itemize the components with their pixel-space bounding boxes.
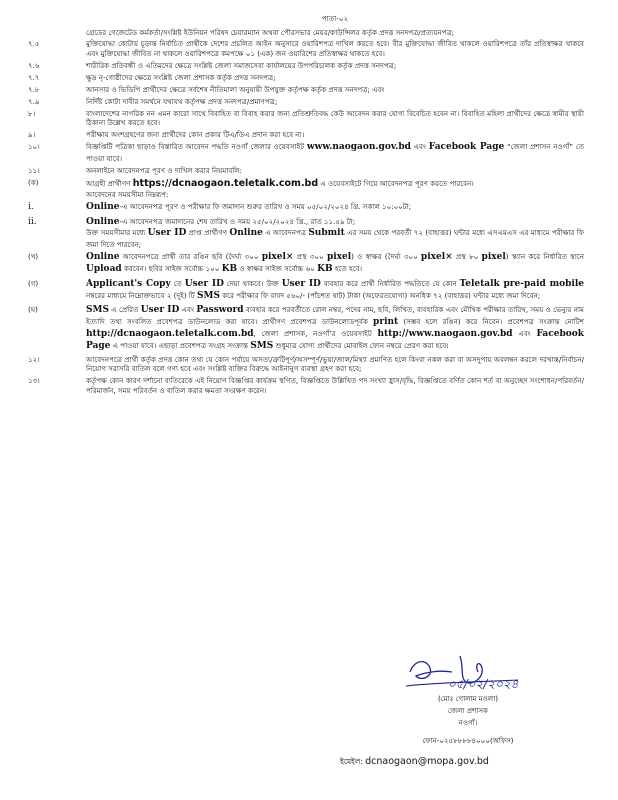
text-part: User ID (184, 278, 224, 289)
clause-13 (28, 376, 584, 395)
text-part: এ পাওয়া যাবে। এছাড়া প্রবেশপত্র সংগ্রহ সংক্রান্ত (110, 340, 251, 350)
text-part: KB (317, 264, 333, 275)
clause-number: ii. (28, 216, 37, 227)
clause-number: ১০। (28, 141, 40, 151)
clause-text: বাংলাদেশের নাগরিক নন এমন কারো সাথে বিবাহিত বা বিবাহ করার জন্য প্রতিশ্রুতিবদ্ধ কেউ আবেদন করার যোগ্য বিবেচিত হবেন না। বিবাহিত মহিলা প্রার্থীদের ক্ষেত্রে স্বামীর স্থায়ী ঠিকানা উল্লেখ করতে হবে। (86, 108, 584, 127)
text-part: pixel (481, 252, 506, 263)
text-part: SMS (250, 340, 274, 351)
text-part: ব্যবহার করে প্রার্থী নির্ধারিত পদ্ধতিতে যে কোন (320, 278, 460, 288)
text-part: SMS (86, 304, 109, 315)
clause-11-ii (28, 216, 584, 250)
clause-11 (28, 165, 584, 175)
clause-number: (ক) (28, 177, 39, 187)
text-part: উক্ত সময়সীমার মধ্যে (86, 228, 148, 238)
text-part: প্রাপ্ত প্রার্থীগণ (186, 228, 230, 238)
text-part: User ID (140, 304, 180, 315)
signer-phone: ফোন-০২৫৮৮৮৮৪০০০(অফিস) (422, 736, 514, 745)
clause-number: i. (28, 202, 34, 213)
text-part: হতে হবে। (332, 264, 363, 274)
text-part: করে পরীক্ষার ফি বাবদ ৫৬০/- (পাঁচশত ষাট) টাকা (অফেরতযোগ্য) অনধিক ৭২ (বাহাত্তর) ঘন্টার মধ্যে জমা দিবেন; (219, 290, 541, 300)
text-part: KB (221, 264, 238, 275)
online-label: Online (86, 202, 120, 213)
text-part: শুধুমাত্র যোগ্য প্রার্থীদের মোবাইল ফোন নম্বরে প্রেরণ করা হবে। (273, 340, 449, 350)
text-part: pixel (326, 252, 352, 263)
text-part: User ID (281, 278, 321, 289)
teletalk-link[interactable]: https://dcnaogaon.teletalk.com.bd (132, 177, 319, 189)
clause-number: ৮। (28, 108, 36, 118)
clause-text: আগ্রহী প্রার্থীগণ (86, 178, 133, 188)
text-part: pixel× (420, 252, 453, 263)
teletalk-link[interactable]: http://dcnaogaon.teletalk.com.bd (86, 328, 254, 339)
clause-text: আবেদনের সময়সীমা নিম্নরূপ: (86, 190, 169, 200)
facebook-page-link[interactable]: Facebook Page (86, 328, 584, 351)
text-part: নম্বরের মাধ্যমে নিম্নোক্তভাবে ২ (দুই) টি (86, 290, 197, 300)
clause-text: ক্ষুদ্র নৃ-গোষ্ঠীদের ক্ষেত্রে সংশ্লিষ্ট জেলা প্রশাসক কর্তৃক প্রদত্ত সনদপত্র; (86, 72, 276, 82)
clause-text: পরীক্ষায় অংশগ্রহণের জন্য প্রার্থীদের কোন প্রকার টিএ/ডিএ প্রদান করা হবে না। (86, 129, 305, 139)
text-part: Teletalk pre-paid mobile (459, 278, 584, 289)
text-part: print (373, 316, 399, 327)
continuation-text: গ্রেডের গেজেটেড কর্মকর্তা/সংশ্লিষ্ট ইউনিয়ন পরিষদ চেয়ারম্যান অথবা পৌরসভার মেয়র/কাউন্সিলর কর্তৃক প্রদত্ত সনদপত্র/প্রত্যয়নপত্র; (86, 27, 455, 37)
text-part: তে (170, 278, 185, 288)
text-part: pixel× (261, 252, 294, 263)
clause-9 (28, 129, 584, 139)
text-part: SMS (197, 290, 220, 301)
clause-11-kha (28, 252, 584, 276)
clause-7-6 (28, 60, 584, 70)
clause-text: নির্দিষ্ট কোটা দাবীর সমর্থনে যথাযথ কর্তৃপক্ষ প্রদত্ত সনদপত্র/প্রমাণপত্র; (86, 96, 278, 106)
text-part: Upload (86, 264, 122, 275)
clause-text: “জেলা প্রশাসন নওগাঁ” তে পাওয়া যাবে। (86, 141, 584, 163)
clause-number: (গ) (28, 278, 39, 288)
page-number: পাতা-০২ (321, 14, 349, 23)
clause-11-ga (28, 278, 584, 303)
clause-text: অনলাইনে আবেদনপত্র পূরণ ও দাখিল করার নিয়মাবলি: (86, 165, 242, 175)
text-part: ) স্ক্যান করে নির্ধারিত স্থানে (505, 252, 584, 262)
clause-text: আনসার ও ভিডিপি প্রার্থীদের ক্ষেত্রে সর্বশেষ নীতিমালা অনুযায়ী উপযুক্ত কর্তৃপক্ষ কর্তৃক প্রদত্ত সনদপত্র; এবং (86, 84, 385, 94)
clause-number: ৭.৮ (28, 84, 40, 94)
clause-number: ১৩। (28, 376, 40, 386)
clause-number: ৯। (28, 129, 36, 139)
signer-district: নওগাঁ। (458, 718, 478, 727)
facebook-page-link[interactable]: Facebook Page (428, 141, 505, 152)
text-part: Submit (308, 228, 345, 239)
text-part: এ আবেদনপত্র (262, 228, 309, 238)
text-part: প্রস্থ ৮০ (452, 252, 482, 262)
signature-image (400, 642, 550, 694)
clause-text: বিজ্ঞপ্তিটি পত্রিকা ছাড়াও বিস্তারিত আবেদন পদ্ধতি নওগাঁ জেলার ওয়েবসাইট (86, 141, 307, 151)
clause-text: কর্তৃপক্ষ কোন কারণ দর্শানো ব্যতিরেকে এই নিয়োগ বিজ্ঞপ্তির কার্যক্রম স্থগিত, বিজ্ঞপ্তিতে উল্লিখিত পদ সংখ্যা হ্রাস/বৃদ্ধি, বিজ্ঞপ্তিতে বর্ণিত কোন শর্ত বা অনুচ্ছেদ সংশোধন/পরিবর্তন/পরিমার্জন, সময় পরিবর্তন ও বাতিল করার ক্ষমতা সংরক্ষণ করেন। (86, 376, 584, 395)
signer-name: (মোঃ গোলাম মওলা) (437, 694, 499, 703)
clause-7-5 (28, 39, 584, 58)
clause-7-7 (28, 72, 584, 82)
clause-number: ৭.৯ (28, 96, 40, 106)
clause-11-ka (28, 177, 584, 200)
text-part: এ প্রেরিত (108, 304, 141, 314)
clause-text: -এ আবেদনপত্র জমাদানের শেষ তারিখ ও সময় ২৫/০২/২০২৪ খ্রি., রাত ১১.৫৯ টা; (119, 216, 356, 226)
website-link[interactable]: http://www.naogaon.gov.bd (377, 328, 513, 339)
clause-number: (ঘ) (28, 304, 38, 314)
clause-text: মুক্তিযোদ্ধা কোটায় চূড়ান্ত নির্বাচিত প্রার্থীকে দেশের প্রচলিত আইন অনুসারে ওয়ারিশপত্র দাখিল করতে হবে। বীর মুক্তিযোদ্ধা জীবিত থাকলে ওয়ারিশপত্রে তাঁর প্রতিস্বাক্ষর থাকবে এবং মুক্তিযোদ্ধা জীবিত না থাকলে ওয়ারিশপত্রে কমপক্ষে ০১ (এক) জন ওয়ারিশের প্রতিস্বাক্ষর থাকতে হবে। (86, 39, 584, 58)
clause-text: এবং (410, 141, 429, 151)
clause-text: -এ আবেদনপত্র পূরণ ও পরীক্ষার ফি জমাদান শুরুর তারিখ ও সময় ০৫/০২/২০২৪ খ্রি. সকাল ১০:০০টা; (119, 202, 412, 212)
clause-10 (28, 141, 584, 163)
clause-number: ৭.৫ (28, 39, 40, 49)
text-part: এর সময় থেকে পরবর্তী ৭২ (বাহাত্তর) ঘন্টার মধ্যে এসএমএস এর মাধ্যমে পরীক্ষার ফি জমা দিতে পারবেন; (86, 228, 584, 250)
text-part: Online (229, 228, 263, 239)
clause-number: (খ) (28, 252, 39, 262)
online-label: Online (86, 216, 120, 227)
website-link[interactable]: www.naogaon.gov.bd (306, 141, 411, 152)
clause-11-i (28, 202, 584, 214)
clause-11-gha (28, 304, 584, 353)
signer-email-line (340, 756, 489, 769)
email-address[interactable]: dcnaogaon@mopa.gov.bd (365, 756, 489, 767)
text-part: দেয়া থাকবে। উক্ত (223, 278, 282, 288)
signature-date: ০৫/০২/২০২৪ (448, 677, 519, 691)
text-part: আবেদনপত্রে প্রার্থী তার রঙিন ছবি (দৈর্ঘ্য ৩০০ (119, 252, 262, 262)
text-part: এবং (512, 328, 537, 338)
text-part: করবেন। ছবির সাইজ সর্বোচ্চ ১০০ (121, 264, 222, 274)
clause-7-9 (28, 96, 584, 106)
clause-subtext (86, 228, 584, 249)
signer-title: জেলা প্রশাসক (447, 706, 489, 715)
text-part: প্রস্থ ৩০০ (293, 252, 327, 262)
clause-text: আবেদনপত্রে প্রার্থী কর্তৃক প্রদত্ত কোন তথ্য যে কোন পর্যায়ে অসত্য/ত্রুটিপূর্ণ/অসম্পূর্ণ/ভুয়া/জাল/মিথ্যা প্রমাণিত হলে কিংবা নকল করা বা অসদুপায় অবলম্বন করলে দরখাস্ত/নির্বাচন/নিয়োগ সরাসরি বাতিল বলে গণ্য হবে এবং সংশ্লিষ্ট ব্যক্তির বিরুদ্ধে আইনানুগ ব্যবস্থা গ্রহণ করা হবে; (86, 355, 584, 374)
clause-number: ৭.৭ (28, 72, 40, 82)
text-part: User ID (147, 228, 187, 239)
text-part: Applicant's Copy (86, 278, 171, 289)
text-part: ও স্বাক্ষর সাইজ সর্বোচ্চ ৬০ (237, 264, 318, 274)
clause-number: ১২। (28, 355, 40, 365)
text-part: Password (196, 304, 244, 315)
text-part: এবং (179, 304, 197, 314)
clause-text: শারীরিক প্রতিবন্ধী ও এতিমদের ক্ষেত্রে সংশ্লিষ্ট জেলা সমাজসেবা কার্যালয়ের উপপরিচালক কর্তৃক প্রদত্ত সনদপত্র; (86, 60, 397, 70)
text-part: ) ও স্বাক্ষর (দৈর্ঘ্য ৩০০ (351, 252, 421, 262)
text-part: , জেলা প্রশাসক, নওগাঁ’র ওয়েবসাইট (253, 328, 378, 338)
clause-12 (28, 355, 584, 374)
clause-7-8 (28, 84, 584, 94)
clause-8 (28, 108, 584, 128)
text-part: ব্যবহার করে পরবর্তীতে রোল নম্বর, পদের নাম, ছবি, লিখিত, ব্যবহারিক এবং মৌখিক পরীক্ষার তারিখ, সময় ও ভেন্যুর নাম ইত্যাদি তথ্য সংবলিত প্রবেশপত্র ডাউনলোড করা যাবে। প্রার্থীগণ প্রবেশপত্র ডাউনলোডপূর্বক (86, 304, 584, 326)
email-label: ইমেইল: (340, 757, 366, 766)
text-part: (সম্ভব হলে রঙিন) করে নিবেন। প্রবেশপত্র সংক্রান্ত নোটিশ (398, 316, 584, 326)
clause-number: ৭.৬ (28, 60, 40, 70)
clause-text: এ ওয়েবসাইটে গিয়ে আবেদনপত্র পূরণ করতে পারবেন। (318, 178, 474, 188)
text-part: Online (86, 252, 120, 263)
clause-number: ১১। (28, 165, 40, 175)
